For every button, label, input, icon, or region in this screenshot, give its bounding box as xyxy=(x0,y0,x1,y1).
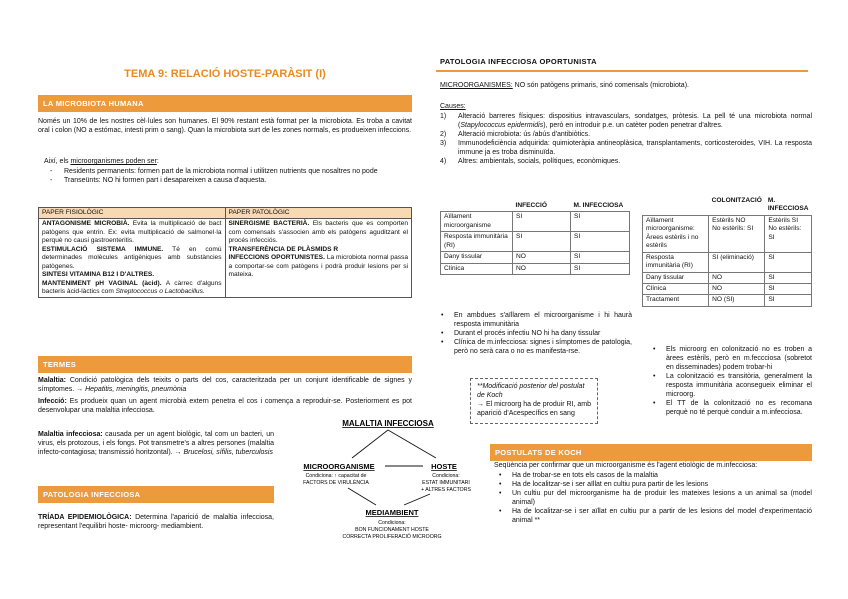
table-row xyxy=(441,263,630,274)
cause-italic: Stapylococcus epidermidis xyxy=(460,121,544,129)
cause-text: Immunodeficiència adquirida: quimioteràpia antineoplàsica, transplantaments, corticosteroides, VIH. La resposta immune ja es troba disminuïda. xyxy=(458,139,812,156)
pato-item-title: SINERGISME BACTERIÀ. xyxy=(228,220,310,228)
table-header: COLONITZACIÓ xyxy=(711,197,762,204)
diagram-arrow xyxy=(404,494,430,505)
term-malaltia xyxy=(38,377,412,395)
term-text: Condició patològica dels teixits o parts del cos, caracteritzada per un conjunt identificable de signes y símptomes. → xyxy=(38,377,412,393)
diagram-medi: MEDIAMBIENT xyxy=(365,508,419,517)
table-header xyxy=(643,196,709,215)
diagram-medi-sub-1: Condiciona: xyxy=(378,520,406,526)
table-header: INFECCIÓ xyxy=(515,202,548,209)
table-row xyxy=(441,232,630,252)
table-row xyxy=(441,252,630,263)
infeccio-table xyxy=(440,201,630,275)
diagram-micro-sub-1: Condiciona: ↑ capacitat de xyxy=(305,473,367,479)
fisio-item-italic: Streptococcus o Lactobacillus. xyxy=(115,287,205,295)
term-malaltia-infecciosa xyxy=(38,431,274,458)
list-item xyxy=(440,131,812,140)
intro-underlined: microorganismes poden ser xyxy=(70,158,157,165)
pato-item-title: TRANSFERÈNCIA DE PLÀSMIDS R xyxy=(228,245,339,253)
fisio-cell xyxy=(39,219,226,298)
cause-text: Alteració barreres físiques: dispositius intravasculars, sondatges, pròtesis. La pell té una microbiota normal ( xyxy=(458,113,812,129)
cause-number: 2) xyxy=(440,130,447,138)
list-item: • Clínica de m.infecciosa: signes i símptomes de patologia, però no serà cara o no es manifesta-rse. xyxy=(436,339,632,357)
list-item: • Durant el procés infectiu NO hi ha dany tissular xyxy=(436,330,632,339)
table-row xyxy=(643,215,812,252)
fisio-item xyxy=(42,271,222,279)
diagram-micro: MICROORGANISME xyxy=(303,462,375,471)
table-header: M. INFECCIOSA xyxy=(573,202,624,209)
table-cell: Clínica xyxy=(643,283,709,294)
table-cell: Resposta immunitària (RI) xyxy=(441,232,513,252)
table-header: PAPER PATOLÒGIC xyxy=(225,208,412,219)
term-label: Malaltia infecciosa: xyxy=(38,431,103,438)
list-item xyxy=(440,140,812,158)
diagram-hoste-sub-2: ESTAT IMMUNITARI xyxy=(422,480,470,486)
table-cell: NO xyxy=(513,263,571,274)
colonitzacio-table xyxy=(642,196,812,307)
table-header xyxy=(441,201,513,212)
table-cell: SI xyxy=(765,295,812,306)
cause-text: Alteració microbiota: ús /abús d'antibiòtics. xyxy=(458,130,591,138)
microbiota-paragraph: Només un 10% de les nostres cèl·lules son humanes. El 90% restant està format per la microbiota. Es troba a cavitat oral i colon (NO a estómac, intesti prim o sang). Quan la microbiota surt de les zones normals, es produeixen infeccions. xyxy=(38,118,412,134)
heading-underline xyxy=(436,70,808,72)
term-label: Malaltia: xyxy=(38,377,67,384)
table-cell: NO (SI) xyxy=(709,295,765,306)
list-item: - Transeünts: NO hi formen part i desapareixen a causa d'aquesta. xyxy=(44,177,412,186)
micro-text: NO són patògens primaris, sinó comensals (microbiota). xyxy=(512,82,689,89)
table-row xyxy=(441,212,630,232)
term-text: causada per un agent biològic, tal com un bacteri, un virus, els protozous, i els fongs. Pot transmetre's a altres persones (malaltia infecto-contagiosa; transmissió horitzontal). → xyxy=(38,431,274,456)
intro-post: : xyxy=(156,158,159,165)
table-cell: Resposta immunitària (RI) xyxy=(643,252,709,272)
table-cell: Aïllament microorganisme xyxy=(441,212,513,232)
colonitzacio-bullets xyxy=(648,346,812,418)
diagram-arrow xyxy=(348,488,376,505)
infeccio-bullets xyxy=(436,312,632,357)
list-item: • El TT de la colonització no es recomana perquè no té perquè conduir a m.infecciosa. xyxy=(648,400,812,418)
table-cell: SI xyxy=(571,212,630,232)
fisio-item-text: A càrrec d'alguns bacteris àcid-làctics com xyxy=(42,279,222,295)
microorganism-types-list xyxy=(44,168,412,186)
micro-label: MICROORGANISMES: xyxy=(440,82,513,89)
list-item: • Ha de trobar-se en tots els casos de la malaltia xyxy=(494,472,812,481)
pato-item-text: La microbiota normal passa a comportar-se com patògens i podrà produir lesions per si mateixa. xyxy=(228,254,408,279)
diagram-micro-sub-2: FACTORS DE VIRULÈNCIA xyxy=(303,480,369,486)
fisio-item xyxy=(42,280,222,297)
table-cell: Dany tissular xyxy=(643,272,709,283)
note-line: → El microorg ha de produir RI, amb aparició d'Acespecífics en sang xyxy=(477,400,591,417)
diagram-hoste-sub-3: + ALTRES FACTORS xyxy=(421,487,471,493)
list-item xyxy=(440,113,812,131)
cause-number: 4) xyxy=(440,157,447,165)
table-cell: NO xyxy=(709,272,765,283)
table-row xyxy=(643,295,812,306)
table-row xyxy=(643,252,812,272)
table-cell: Tractament xyxy=(643,295,709,306)
list-item: • La colonització es transitòria, generalment la resposta immunitària aconsegueix eliminar el microorg. xyxy=(648,373,812,400)
paper-table xyxy=(38,207,412,298)
section-heading-patologia: PATOLOGIA INFECCIOSA xyxy=(38,486,274,503)
section-heading-koch: POSTULATS DE KOCH xyxy=(490,444,812,461)
koch-note-box xyxy=(470,378,598,424)
causes-label: Causes: xyxy=(440,103,466,110)
list-item: • En ambdues s'aïllarem el microorganisme i hi haurà resposta immunitària xyxy=(436,312,632,330)
term-text: Es produeix quan un agent microbià extern penetra el cos i comença a reproduir-se. Posteriorment es pot desenvolupar una malaltia infecciosa. xyxy=(38,398,412,414)
table-cell: SI xyxy=(571,232,630,252)
causes-list xyxy=(440,113,812,167)
table-cell: Clínica xyxy=(441,263,513,274)
section-heading-oportunista: PATOLOGIA INFECCIOSA OPORTUNISTA xyxy=(440,57,597,66)
list-item: • Els microorg en colonització no es troben a àrees estèrils, però en m.feccciosa (sobretot en disseminades) podem trobar-hi xyxy=(648,346,812,373)
cause-text-2: ), però en introduir p.e. un catèter poden penetrar d'altres. xyxy=(543,121,723,129)
list-item: - Residents permanents: formen part de la microbiota normal i utilitzen nutrients que nosaltres no pode xyxy=(44,168,412,177)
cause-number: 3) xyxy=(440,139,447,147)
list-item: • Ha de localitzar-se i ser aïllat en cultiu pura partir de les lesions xyxy=(494,481,812,490)
table-cell: Estèrils NO No estèrils: SI xyxy=(709,215,765,252)
diagram-hoste-sub-1: Condiciona: xyxy=(432,473,460,479)
table-cell: SI (eliminació) xyxy=(709,252,765,272)
term-infeccio xyxy=(38,398,412,416)
fisio-item xyxy=(42,246,222,271)
koch-intro: Seqüència per confirmar que un microorganisme és l'agent etiològic de m.infecciosa: xyxy=(494,462,758,469)
microorganismes-line xyxy=(440,82,812,91)
diagram-arrow xyxy=(352,430,388,458)
diagram-medi-sub-2: BON FUNCIONAMENT HOSTE xyxy=(355,527,429,533)
table-header: M. INFECCIOSA xyxy=(767,197,809,213)
microorganisms-intro xyxy=(44,158,412,167)
cause-number: 1) xyxy=(440,113,447,120)
term-label: Infecció: xyxy=(38,398,67,405)
koch-postulates-list xyxy=(494,472,812,526)
section-heading-microbiota: LA MICROBIOTA HUMANA xyxy=(38,95,412,112)
triada-paragraph xyxy=(38,514,274,532)
diagram-title: MALALTIA INFECCIOSA xyxy=(342,419,434,428)
table-cell: NO xyxy=(709,283,765,294)
section-heading-termes: TERMES xyxy=(38,356,412,373)
pato-item xyxy=(229,220,409,245)
table-cell: SI xyxy=(571,252,630,263)
table-cell: SI xyxy=(765,252,812,272)
table-cell: SI xyxy=(765,283,812,294)
table-row xyxy=(643,283,812,294)
table-cell: NO xyxy=(513,252,571,263)
table-cell: SI xyxy=(765,272,812,283)
fisio-item-title: ANTAGONISME MICROBIÀ. xyxy=(42,220,130,228)
table-cell: Aïllament microorganisme: Àrees estèrils i no estèrils xyxy=(643,215,709,252)
list-item: • Ha de localitzar-se i ser aïllat en cultiu pur a partir de les lesions del model d'experimentació animal ** xyxy=(494,508,812,526)
table-cell: SI xyxy=(513,232,571,252)
pato-item xyxy=(229,246,409,254)
fisio-item-text: Té en comú determinades molècules antigèniques amb substàncies patògenes. xyxy=(42,245,222,270)
table-cell: SI xyxy=(513,212,571,232)
table-cell: Estèrils SI No estèrils: SI xyxy=(765,215,812,252)
fisio-item-title: SINTESI VITAMINA B12 I D'ALTRES. xyxy=(42,271,155,279)
fisio-item-title: MANTENIMENT pH VAGINAL (àcid). xyxy=(42,279,162,287)
note-line: **Modificació posterior del postulat de Koch xyxy=(477,383,585,399)
pato-item xyxy=(229,254,409,279)
list-item xyxy=(440,158,812,167)
triada-label: TRÍADA EPIDEMIOLÒGICA: xyxy=(38,514,132,521)
pato-item-title: INFECCIONS OPORTUNISTES. xyxy=(228,254,325,262)
diagram-arrow xyxy=(388,430,436,458)
term-example: Hepatitis, meningitis, pneumònia xyxy=(85,385,187,393)
fisio-item-text: Evita la multiplicació de bact patògens que entrin. Ex: evita multiplicació de salmonel·la perquè no causi gastroenteritis. xyxy=(42,220,222,245)
page-title: TEMA 9: RELACIÓ HOSTE-PARÀSIT (I) xyxy=(124,68,326,80)
diagram-medi-sub-3: CORRECTA PROLIFERACIÓ MICROORG xyxy=(342,534,442,540)
table-row xyxy=(643,272,812,283)
table-cell: Dany tissular xyxy=(441,252,513,263)
diagram-hoste: HOSTE xyxy=(431,462,457,471)
table-header: PAPER FISIOLÒGIC xyxy=(39,208,226,219)
triada-text: Determina l'aparició de malaltia infecciosa, representant l'equilibri hoste- microorg- mediambient. xyxy=(38,514,275,530)
pato-item-text: Els bacteris que es comporten com comensals s'associen amb els patògens aguditzant el procés infecciós. xyxy=(228,220,408,245)
table-cell: SI xyxy=(571,263,630,274)
pato-cell xyxy=(225,219,412,298)
fisio-item-title: ESTIMULACIÓ SISTEMA IMMUNE. xyxy=(42,245,164,253)
list-item: • Un cultiu pur del microorganisme ha de produir les mateixes lesions a un animal sa (model animal) xyxy=(494,490,812,508)
cause-text: Altres: ambientals, socials, polítiques, econòmiques. xyxy=(458,157,621,165)
intro-pre: Així, els xyxy=(44,158,71,165)
fisio-item xyxy=(42,220,222,245)
term-example: Brucelosi, sífilis, tuberculosis xyxy=(183,448,273,456)
